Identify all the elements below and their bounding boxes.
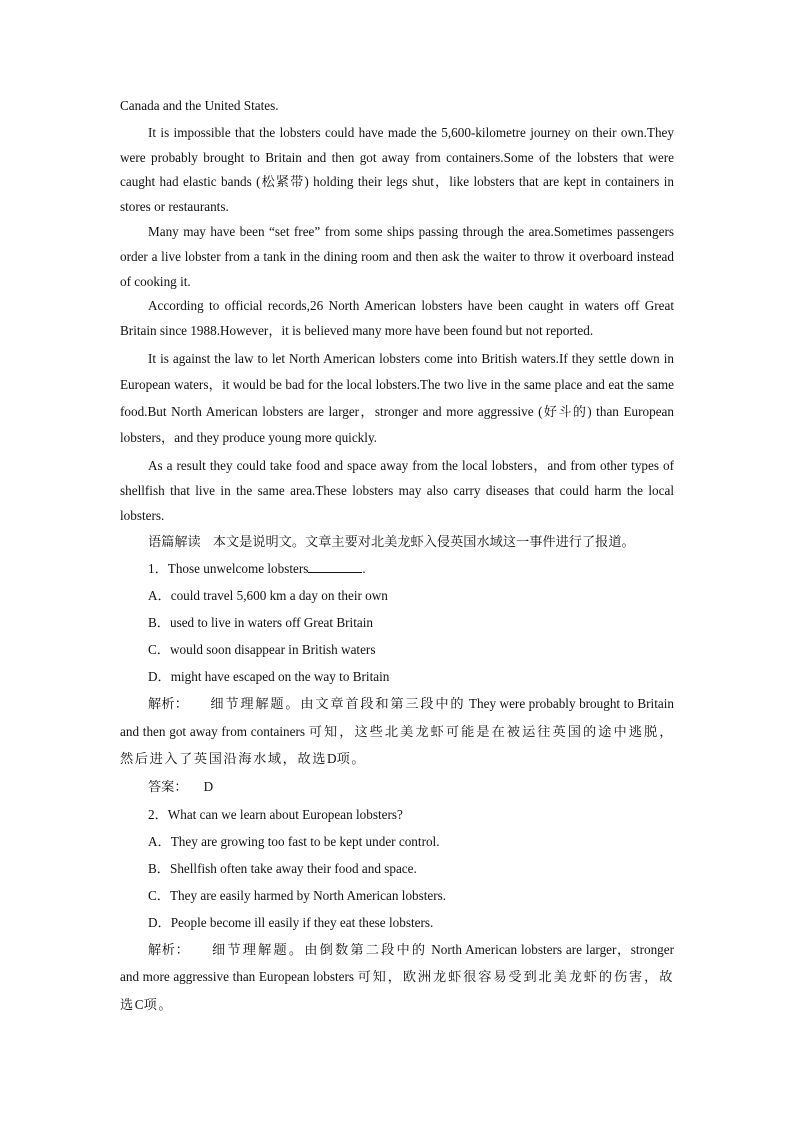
question-1-analysis: 解析： 细节理解题。由文章首段和第三段中的 They were probably brought to Britain and then got away from containers 可知，这些北美龙虾可能是在被运往英国的途中逃脱，然后进入了英国沿海水域，故选D项。 [120, 696, 675, 767]
passage-paragraph: As a result they could take food and space away from the local lobsters，and from other types of shellfish that live in the same area.These lobsters may also carry diseases that could harm the local lobsters. [120, 457, 674, 523]
question-2-stem: 2．What can we learn about European lobsters? [148, 806, 403, 822]
question-1-option-b: B．used to live in waters off Great Britain [148, 615, 373, 631]
question-1-option-d: D．might have escaped on the way to Britain [148, 669, 390, 685]
question-2-option-a: A．They are growing too fast to be kept under control. [148, 833, 440, 849]
page-content [120, 94, 674, 1018]
passage-paragraph: Canada and the United States. [120, 98, 279, 113]
passage-paragraph: According to official records,26 North American lobsters have been caught in waters off Great Britain since 1988.However，it is believed many more have been found but not reported. [120, 298, 674, 339]
analysis-label: 解析： [148, 696, 189, 712]
passage-paragraph: Many may have been “set free” from some ships passing through the area.Sometimes passengers order a live lobster from a tank in the dining room and then ask the waiter to throw it overboard instead of cooking it. [120, 223, 674, 289]
question-1-answer [120, 773, 674, 801]
summary-label: 语篇解读 [148, 534, 201, 550]
question-1-stem: 1．Those unwelcome lobsters . [148, 561, 366, 577]
answer-value: D [203, 778, 214, 794]
passage-summary [120, 528, 674, 555]
question-1-option-a: A．could travel 5,600 km a day on their own [148, 588, 388, 604]
passage-paragraph: It is against the law to let North American lobsters come into British waters.If they settle down in European waters，it would be bad for the local lobsters.The two live in the same place and eat the same food.But North American lobsters are larger，stronger and more aggressive (好斗的) than European lobsters，and they produce young more quickly. [120, 350, 674, 446]
summary-text: 本文是说明文。文章主要对北美龙虾入侵英国水域这一事件进行了报道。 [212, 534, 635, 550]
question-2-option-b: B．Shellfish often take away their food and space. [148, 860, 417, 876]
question-2-analysis: 解析： 细节理解题。由倒数第二段中的 North American lobsters are larger，stronger and more aggressive than European lobsters 可知，欧洲龙虾很容易受到北美龙虾的伤害，故选C项。 [120, 941, 675, 1012]
analysis-label: 解析： [148, 941, 190, 957]
question-2-option-d: D．People become ill easily if they eat these lobsters. [148, 914, 434, 930]
question-1-option-c: C．would soon disappear in British waters [148, 642, 376, 658]
answer-blank [308, 560, 362, 573]
question-2-option-c: C．They are easily harmed by North American lobsters. [148, 887, 447, 903]
answer-label: 答案： [148, 778, 188, 794]
passage-paragraph: It is impossible that the lobsters could have made the 5,600-kilometre journey on their own.They were probably brought to Britain and then got away from containers.Some of the lobsters that were caught had elastic bands (松紧带) holding their legs shut，like lobsters that are kept in containers in stores or restaurants. [120, 124, 674, 215]
